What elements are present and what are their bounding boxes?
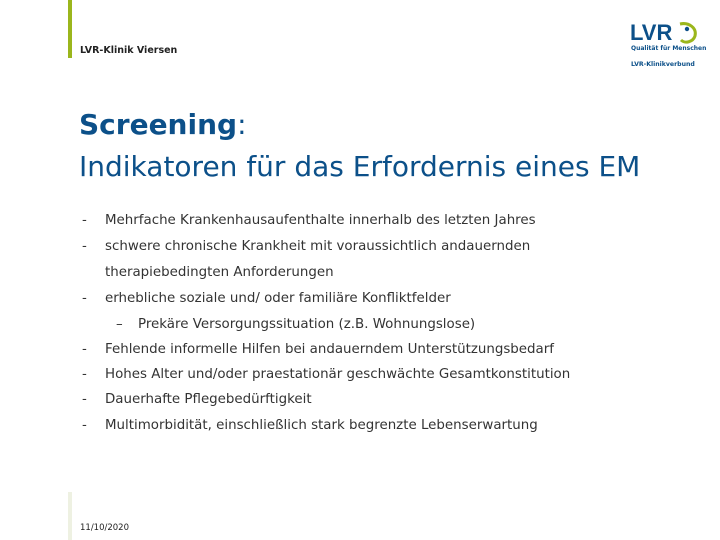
list-item-text: therapiebedingten Anforderungen [105,265,334,280]
list-item [82,342,702,367]
footer-date: 11/10/2020 [80,523,129,533]
title-colon: : [237,108,247,141]
organization-name: LVR-Klinik Viersen [80,45,178,56]
footer-accent-bar [68,492,72,540]
header-accent-bar [68,0,72,58]
bullet-dash: - [82,392,87,407]
sub-bullet-dash: – [116,317,123,332]
slide-title [79,108,247,141]
list-item-text: Dauerhafte Pflegebedürftigkeit [105,392,312,407]
bullet-list [82,213,702,444]
sub-list-item-text: Prekäre Versorgungssituation (z.B. Wohnungslose) [138,317,476,332]
list-item [82,213,702,239]
list-item [82,367,702,392]
logo-subline: LVR-Klinikverbund [631,61,695,68]
bullet-dash: - [82,367,87,382]
list-item-continuation [82,265,702,291]
list-item-text: erhebliche soziale und/ oder familiäre Konfliktfelder [105,291,451,306]
list-item [82,239,702,265]
bullet-dash: - [82,291,87,306]
list-item-text: Hohes Alter und/oder praestationär geschwächte Gesamtkonstitution [105,367,571,382]
list-item-text: Mehrfache Krankenhausaufenthalte innerhalb des letzten Jahres [105,213,536,228]
slide-subtitle: Indikatoren für das Erfordernis eines EM [79,150,641,183]
lvr-logo [626,20,707,72]
list-item-text: Multimorbidität, einschließlich stark begrenzte Lebenserwartung [105,418,538,433]
sub-list-item [82,317,702,342]
bullet-dash: - [82,213,87,228]
list-item [82,418,702,444]
list-item [82,291,702,317]
logo-tagline: Qualität für Menschen [631,45,707,52]
list-item-text: schwere chronische Krankheit mit voraussichtlich andauernden [105,239,531,254]
title-bold-part: Screening [79,108,238,141]
lvr-wordmark-icon [629,20,699,46]
list-item [82,392,702,418]
bullet-dash: - [82,418,87,433]
bullet-dash: - [82,239,87,254]
svg-text:LVR: LVR [630,20,673,45]
list-item-text: Fehlende informelle Hilfen bei andauerndem Unterstützungsbedarf [105,342,554,357]
bullet-dash: - [82,342,87,357]
